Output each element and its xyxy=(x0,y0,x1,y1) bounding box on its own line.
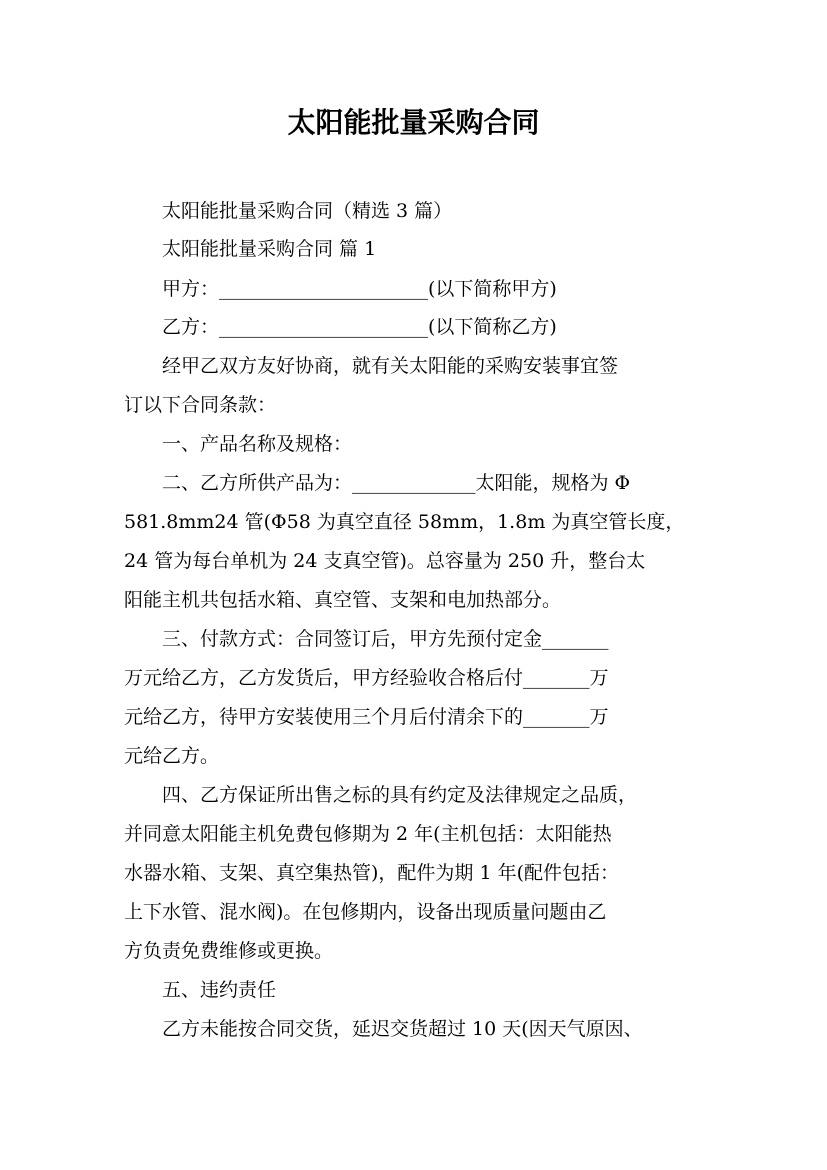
paragraph-line: 太阳能批量采购合同（精选 3 篇） xyxy=(124,200,453,222)
section-heading-5: 五、违约责任 xyxy=(124,979,277,1001)
document-title: 太阳能批量采购合同 xyxy=(287,106,540,139)
paragraph-line: 太阳能批量采购合同 篇 1 xyxy=(124,238,377,260)
paragraph-line: 阳能主机共包括水箱、真空管、支架和电加热部分。 xyxy=(124,589,562,611)
paragraph-line: 订以下合同条款： xyxy=(124,394,277,416)
paragraph-line: 并同意太阳能主机免费包修期为 2 年(主机包括：太阳能热 xyxy=(124,823,612,845)
party-b-line: 乙方：______________________(以下简称乙方) xyxy=(124,316,557,338)
paragraph-line: 万元给乙方，乙方发货后，甲方经验收合格后付_______万 xyxy=(124,667,609,689)
paragraph-line: 元给乙方，待甲方安装使用三个月后付清余下的_______万 xyxy=(124,706,609,728)
paragraph-line: 方负责免费维修或更换。 xyxy=(124,940,334,962)
paragraph-line: 581.8mm24 管(Φ58 为真空直径 58mm，1.8m 为真空管长度， xyxy=(124,511,685,533)
party-a-line: 甲方：______________________(以下简称甲方) xyxy=(124,278,557,300)
paragraph-line: 四、乙方保证所出售之标的具有约定及法律规定之品质， xyxy=(124,784,638,806)
paragraph-line: 水器水箱、支架、真空集热管)，配件为期 1 年(配件包括： xyxy=(124,862,619,884)
paragraph-line: 二、乙方所供产品为：_____________太阳能，规格为 Φ xyxy=(124,472,631,494)
paragraph-line: 三、付款方式：合同签订后，甲方先预付定金_______ xyxy=(124,628,609,650)
paragraph-line: 24 管为每台单机为 24 支真空管)。总容量为 250 升，整台太 xyxy=(124,550,646,572)
paragraph-line: 上下水管、混水阀)。在包修期内，设备出现质量问题由乙 xyxy=(124,901,607,923)
paragraph-line: 乙方未能按合同交货，延迟交货超过 10 天(因天气原因、 xyxy=(124,1018,643,1040)
paragraph-line: 元给乙方。 xyxy=(124,745,220,767)
section-heading-1: 一、产品名称及规格： xyxy=(124,433,353,455)
paragraph-line: 经甲乙双方友好协商，就有关太阳能的采购安装事宜签 xyxy=(124,355,619,377)
